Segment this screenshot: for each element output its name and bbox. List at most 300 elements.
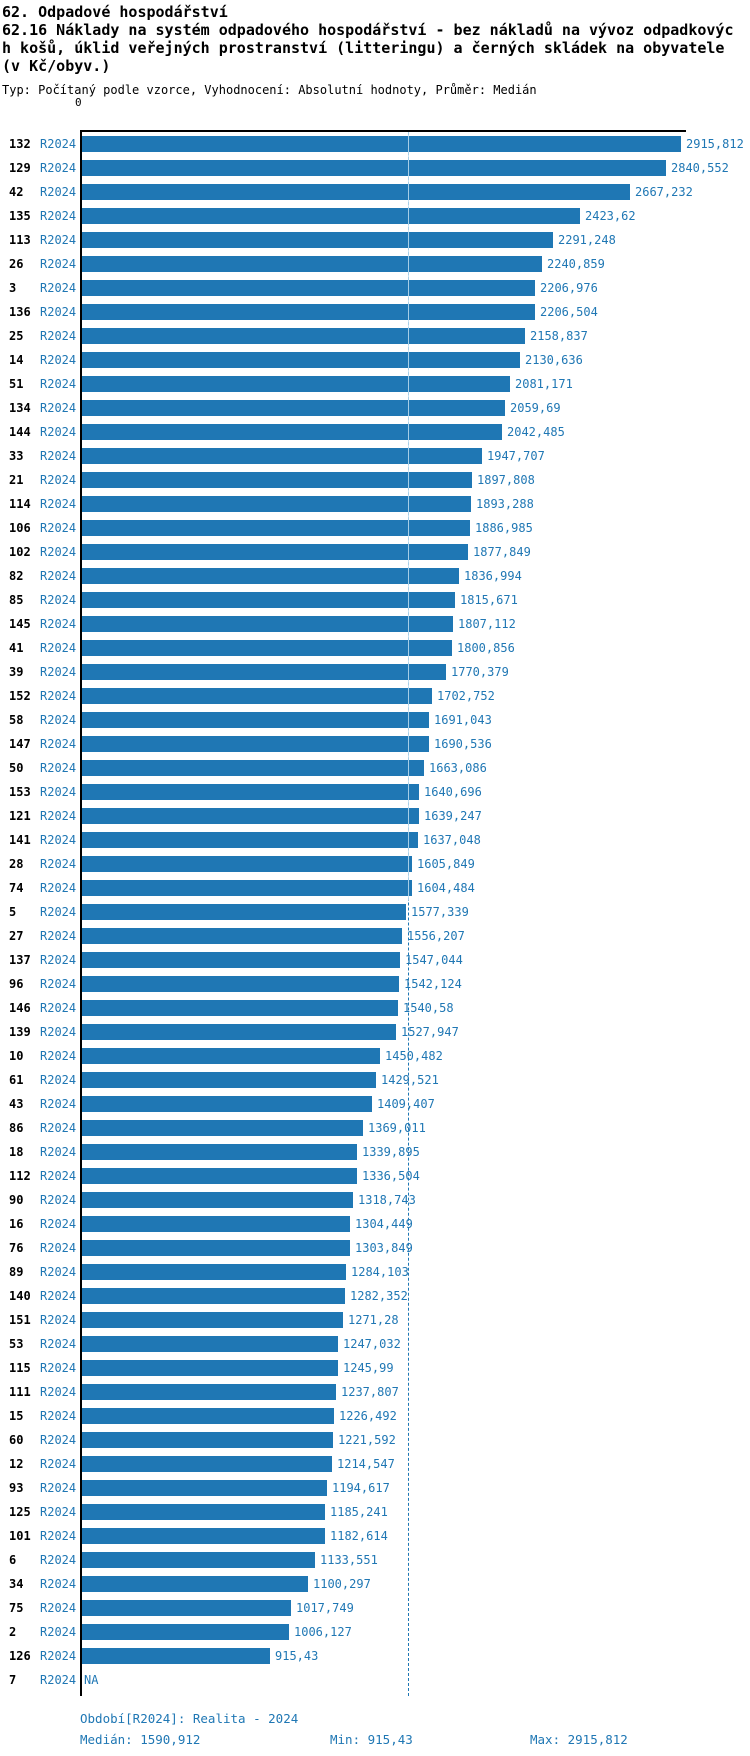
row-period-label: R2024 bbox=[40, 1025, 77, 1039]
bar-value-label: 1893,288 bbox=[476, 497, 534, 511]
bar-value-label: 1185,241 bbox=[330, 1505, 388, 1519]
bar-value-label: 1604,484 bbox=[417, 881, 475, 895]
bar-row bbox=[0, 996, 750, 1020]
bar-row bbox=[0, 1020, 750, 1044]
bar-value-label: 1947,707 bbox=[487, 449, 545, 463]
bar bbox=[82, 592, 455, 608]
bar-row bbox=[0, 1260, 750, 1284]
bar-value-label: 1133,551 bbox=[320, 1553, 378, 1567]
footer-max: Max: 2915,812 bbox=[530, 1732, 628, 1747]
row-period-label: R2024 bbox=[40, 449, 77, 463]
indicator-meta: Typ: Počítaný podle vzorce, Vyhodnocení: Absolutní hodnoty, Průměr: Medián bbox=[2, 83, 537, 97]
bar bbox=[82, 328, 525, 344]
bar-value-label: 1577,339 bbox=[411, 905, 469, 919]
bar bbox=[82, 1120, 363, 1136]
bar-row bbox=[0, 924, 750, 948]
bar-value-label: 1339,895 bbox=[362, 1145, 420, 1159]
row-id-label: 135 bbox=[9, 209, 31, 223]
bar bbox=[82, 520, 470, 536]
row-period-label: R2024 bbox=[40, 1361, 77, 1375]
bar-row bbox=[0, 396, 750, 420]
row-id-label: 153 bbox=[9, 785, 31, 799]
bar-value-label: 1800,856 bbox=[457, 641, 515, 655]
bar-value-label: 1690,536 bbox=[434, 737, 492, 751]
bar bbox=[82, 544, 468, 560]
row-period-label: R2024 bbox=[40, 953, 77, 967]
row-id-label: 10 bbox=[9, 1049, 24, 1063]
row-id-label: 18 bbox=[9, 1145, 24, 1159]
bar bbox=[82, 1528, 325, 1544]
bar-row bbox=[0, 564, 750, 588]
bar-value-label: 1226,492 bbox=[339, 1409, 397, 1423]
bar-row bbox=[0, 300, 750, 324]
bar bbox=[82, 1336, 338, 1352]
row-period-label: R2024 bbox=[40, 1241, 77, 1255]
bar-row bbox=[0, 180, 750, 204]
bar bbox=[82, 304, 535, 320]
bar-row bbox=[0, 972, 750, 996]
bar bbox=[82, 1504, 325, 1520]
row-id-label: 102 bbox=[9, 545, 31, 559]
bar-value-label: 1450,482 bbox=[385, 1049, 443, 1063]
bar bbox=[82, 448, 482, 464]
bar bbox=[82, 784, 419, 800]
bar-row bbox=[0, 1356, 750, 1380]
row-id-label: 6 bbox=[9, 1553, 17, 1567]
x-axis-zero-tick: 0 bbox=[75, 96, 82, 109]
row-period-label: R2024 bbox=[40, 1073, 77, 1087]
row-period-label: R2024 bbox=[40, 161, 77, 175]
bar bbox=[82, 400, 505, 416]
bar bbox=[82, 1552, 315, 1568]
row-period-label: R2024 bbox=[40, 1337, 77, 1351]
row-period-label: R2024 bbox=[40, 617, 77, 631]
row-period-label: R2024 bbox=[40, 281, 77, 295]
bar-row bbox=[0, 1068, 750, 1092]
row-period-label: R2024 bbox=[40, 233, 77, 247]
bar-row bbox=[0, 900, 750, 924]
bar-value-label: 1284,103 bbox=[351, 1265, 409, 1279]
bar bbox=[82, 808, 419, 824]
row-period-label: R2024 bbox=[40, 1289, 77, 1303]
row-period-label: R2024 bbox=[40, 1457, 77, 1471]
bar-value-label: 2840,552 bbox=[671, 161, 729, 175]
row-period-label: R2024 bbox=[40, 1433, 77, 1447]
row-period-label: R2024 bbox=[40, 209, 77, 223]
bar-value-label: 2291,248 bbox=[558, 233, 616, 247]
bar-row bbox=[0, 444, 750, 468]
bar-value-label: 2059,69 bbox=[510, 401, 561, 415]
bar bbox=[82, 496, 471, 512]
bar-value-label: 1245,99 bbox=[343, 1361, 394, 1375]
row-period-label: R2024 bbox=[40, 1313, 77, 1327]
bar bbox=[82, 424, 502, 440]
bar bbox=[82, 1216, 350, 1232]
row-period-label: R2024 bbox=[40, 473, 77, 487]
bar-row bbox=[0, 1548, 750, 1572]
row-period-label: R2024 bbox=[40, 1217, 77, 1231]
bar bbox=[82, 1192, 353, 1208]
report-header bbox=[2, 3, 750, 97]
row-id-label: 43 bbox=[9, 1097, 24, 1111]
bar bbox=[82, 376, 510, 392]
bar-value-label: 1214,547 bbox=[337, 1457, 395, 1471]
bar-row bbox=[0, 708, 750, 732]
bar-value-label: 1877,849 bbox=[473, 545, 531, 559]
row-period-label: R2024 bbox=[40, 1673, 77, 1687]
bar bbox=[82, 688, 432, 704]
row-id-label: 152 bbox=[9, 689, 31, 703]
bar-row bbox=[0, 660, 750, 684]
row-id-label: 21 bbox=[9, 473, 24, 487]
bar-row bbox=[0, 588, 750, 612]
row-id-label: 137 bbox=[9, 953, 31, 967]
bar-row bbox=[0, 1452, 750, 1476]
row-period-label: R2024 bbox=[40, 977, 77, 991]
bar-row bbox=[0, 1188, 750, 1212]
bar-row bbox=[0, 1404, 750, 1428]
row-period-label: R2024 bbox=[40, 809, 77, 823]
row-period-label: R2024 bbox=[40, 1577, 77, 1591]
bar bbox=[82, 1168, 357, 1184]
row-id-label: 134 bbox=[9, 401, 31, 415]
bar-row bbox=[0, 1212, 750, 1236]
page-title: 62. Odpadové hospodářství bbox=[2, 3, 228, 21]
row-id-label: 41 bbox=[9, 641, 24, 655]
row-id-label: 7 bbox=[9, 1673, 17, 1687]
row-period-label: R2024 bbox=[40, 1049, 77, 1063]
bar-value-label: 1182,614 bbox=[330, 1529, 388, 1543]
indicator-subtitle-line-2: h košů, úklid veřejných prostranství (litteringu) a černých skládek na obyvatele bbox=[2, 39, 725, 57]
bar bbox=[82, 1048, 380, 1064]
row-id-label: 25 bbox=[9, 329, 24, 343]
row-id-label: 101 bbox=[9, 1529, 31, 1543]
bar bbox=[82, 856, 412, 872]
bar bbox=[82, 1432, 333, 1448]
row-period-label: R2024 bbox=[40, 425, 77, 439]
row-id-label: 145 bbox=[9, 617, 31, 631]
bar-row bbox=[0, 1596, 750, 1620]
bar-value-label: 1336,504 bbox=[362, 1169, 420, 1183]
row-id-label: 26 bbox=[9, 257, 24, 271]
row-id-label: 89 bbox=[9, 1265, 24, 1279]
row-id-label: 28 bbox=[9, 857, 24, 871]
row-period-label: R2024 bbox=[40, 1193, 77, 1207]
bar-value-label: 2667,232 bbox=[635, 185, 693, 199]
bar-value-label: 1304,449 bbox=[355, 1217, 413, 1231]
row-id-label: 58 bbox=[9, 713, 24, 727]
bar bbox=[82, 616, 453, 632]
indicator-subtitle-line-3: (v Kč/obyv.) bbox=[2, 57, 111, 75]
bar-row bbox=[0, 372, 750, 396]
bar-row bbox=[0, 1332, 750, 1356]
row-id-label: 39 bbox=[9, 665, 24, 679]
bar bbox=[82, 1000, 398, 1016]
row-id-label: 33 bbox=[9, 449, 24, 463]
bar-value-label: 1640,696 bbox=[424, 785, 482, 799]
bar-value-label: NA bbox=[84, 1673, 99, 1687]
row-period-label: R2024 bbox=[40, 305, 77, 319]
bar-row bbox=[0, 468, 750, 492]
row-period-label: R2024 bbox=[40, 353, 77, 367]
row-id-label: 75 bbox=[9, 1601, 24, 1615]
bar-row bbox=[0, 1140, 750, 1164]
row-period-label: R2024 bbox=[40, 833, 77, 847]
row-id-label: 126 bbox=[9, 1649, 31, 1663]
bar-value-label: 1303,849 bbox=[355, 1241, 413, 1255]
bar bbox=[82, 1624, 289, 1640]
row-id-label: 82 bbox=[9, 569, 24, 583]
bar-row bbox=[0, 132, 750, 156]
row-id-label: 114 bbox=[9, 497, 31, 511]
bar-value-label: 1369,011 bbox=[368, 1121, 426, 1135]
bar-value-label: 1194,617 bbox=[332, 1481, 390, 1495]
bar-value-label: 1836,994 bbox=[464, 569, 522, 583]
bar bbox=[82, 976, 399, 992]
bar-value-label: 1282,352 bbox=[350, 1289, 408, 1303]
bar-value-label: 1527,947 bbox=[401, 1025, 459, 1039]
bar-row bbox=[0, 1572, 750, 1596]
bar-row bbox=[0, 1476, 750, 1500]
row-id-label: 85 bbox=[9, 593, 24, 607]
bar-value-label: 2158,837 bbox=[530, 329, 588, 343]
bar-value-label: 1770,379 bbox=[451, 665, 509, 679]
bar-value-label: 1247,032 bbox=[343, 1337, 401, 1351]
row-id-label: 3 bbox=[9, 281, 17, 295]
bar-row bbox=[0, 1428, 750, 1452]
bar-value-label: 1605,849 bbox=[417, 857, 475, 871]
bar bbox=[82, 1360, 338, 1376]
row-id-label: 2 bbox=[9, 1625, 17, 1639]
bar-value-label: 1663,086 bbox=[429, 761, 487, 775]
bar-value-label: 1897,808 bbox=[477, 473, 535, 487]
row-period-label: R2024 bbox=[40, 257, 77, 271]
bar bbox=[82, 880, 412, 896]
row-id-label: 129 bbox=[9, 161, 31, 175]
bar-value-label: 2130,636 bbox=[525, 353, 583, 367]
bar-row bbox=[0, 492, 750, 516]
row-period-label: R2024 bbox=[40, 185, 77, 199]
bar bbox=[82, 952, 400, 968]
bar-row bbox=[0, 1284, 750, 1308]
bar-row bbox=[0, 876, 750, 900]
bar-value-label: 1221,592 bbox=[338, 1433, 396, 1447]
bar-row bbox=[0, 1308, 750, 1332]
footer-median: Medián: 1590,912 bbox=[80, 1732, 201, 1747]
bar-row bbox=[0, 204, 750, 228]
x-axis-line bbox=[80, 130, 686, 132]
bar bbox=[82, 1576, 308, 1592]
row-period-label: R2024 bbox=[40, 569, 77, 583]
bar-value-label: 2081,171 bbox=[515, 377, 573, 391]
row-period-label: R2024 bbox=[40, 1097, 77, 1111]
bar bbox=[82, 1144, 357, 1160]
row-period-label: R2024 bbox=[40, 1145, 77, 1159]
bar-value-label: 1409,407 bbox=[377, 1097, 435, 1111]
bar-value-label: 1815,671 bbox=[460, 593, 518, 607]
bar-value-label: 1886,985 bbox=[475, 521, 533, 535]
bar-row bbox=[0, 1524, 750, 1548]
bar bbox=[82, 736, 429, 752]
row-period-label: R2024 bbox=[40, 713, 77, 727]
bar bbox=[82, 760, 424, 776]
row-id-label: 132 bbox=[9, 137, 31, 151]
bar-value-label: 1542,124 bbox=[404, 977, 462, 991]
bar bbox=[82, 1240, 350, 1256]
row-id-label: 15 bbox=[9, 1409, 24, 1423]
row-id-label: 50 bbox=[9, 761, 24, 775]
bar-row bbox=[0, 516, 750, 540]
bar bbox=[82, 232, 553, 248]
bar bbox=[82, 160, 666, 176]
bar-row bbox=[0, 1620, 750, 1644]
bar bbox=[82, 1312, 343, 1328]
bar-value-label: 1100,297 bbox=[313, 1577, 371, 1591]
bar-value-label: 2206,504 bbox=[540, 305, 598, 319]
bar-row bbox=[0, 348, 750, 372]
bar-row bbox=[0, 540, 750, 564]
bar bbox=[82, 928, 402, 944]
bar-row bbox=[0, 276, 750, 300]
row-period-label: R2024 bbox=[40, 1553, 77, 1567]
bar-row bbox=[0, 948, 750, 972]
row-period-label: R2024 bbox=[40, 1601, 77, 1615]
bar bbox=[82, 256, 542, 272]
row-id-label: 147 bbox=[9, 737, 31, 751]
row-id-label: 144 bbox=[9, 425, 31, 439]
row-period-label: R2024 bbox=[40, 545, 77, 559]
row-id-label: 121 bbox=[9, 809, 31, 823]
bar-row bbox=[0, 252, 750, 276]
row-id-label: 53 bbox=[9, 1337, 24, 1351]
bar-row bbox=[0, 732, 750, 756]
bar-value-label: 1271,28 bbox=[348, 1313, 399, 1327]
bar-value-label: 1556,207 bbox=[407, 929, 465, 943]
bar-row bbox=[0, 1044, 750, 1068]
row-period-label: R2024 bbox=[40, 329, 77, 343]
bar-value-label: 1429,521 bbox=[381, 1073, 439, 1087]
bar-row bbox=[0, 1092, 750, 1116]
row-id-label: 16 bbox=[9, 1217, 24, 1231]
row-period-label: R2024 bbox=[40, 641, 77, 655]
row-period-label: R2024 bbox=[40, 929, 77, 943]
bar bbox=[82, 1096, 372, 1112]
row-period-label: R2024 bbox=[40, 1481, 77, 1495]
row-id-label: 5 bbox=[9, 905, 17, 919]
row-id-label: 34 bbox=[9, 1577, 24, 1591]
row-id-label: 12 bbox=[9, 1457, 24, 1471]
bar-value-label: 1547,044 bbox=[405, 953, 463, 967]
bar-value-label: 2423,62 bbox=[585, 209, 636, 223]
row-id-label: 141 bbox=[9, 833, 31, 847]
row-period-label: R2024 bbox=[40, 1409, 77, 1423]
footer-min: Min: 915,43 bbox=[330, 1732, 413, 1747]
row-period-label: R2024 bbox=[40, 905, 77, 919]
row-id-label: 90 bbox=[9, 1193, 24, 1207]
bar-row bbox=[0, 1380, 750, 1404]
bar-value-label: 2240,859 bbox=[547, 257, 605, 271]
bar-row bbox=[0, 1164, 750, 1188]
bar bbox=[82, 280, 535, 296]
bar bbox=[82, 568, 459, 584]
row-period-label: R2024 bbox=[40, 401, 77, 415]
row-period-label: R2024 bbox=[40, 761, 77, 775]
row-period-label: R2024 bbox=[40, 497, 77, 511]
bar bbox=[82, 1480, 327, 1496]
bar-value-label: 1639,247 bbox=[424, 809, 482, 823]
row-period-label: R2024 bbox=[40, 737, 77, 751]
bar bbox=[82, 1384, 336, 1400]
bar bbox=[82, 640, 452, 656]
bar bbox=[82, 472, 472, 488]
bar-row bbox=[0, 1116, 750, 1140]
row-period-label: R2024 bbox=[40, 137, 77, 151]
row-period-label: R2024 bbox=[40, 1001, 77, 1015]
row-id-label: 125 bbox=[9, 1505, 31, 1519]
row-period-label: R2024 bbox=[40, 857, 77, 871]
row-id-label: 60 bbox=[9, 1433, 24, 1447]
row-id-label: 113 bbox=[9, 233, 31, 247]
bar-value-label: 1637,048 bbox=[423, 833, 481, 847]
bar bbox=[82, 664, 446, 680]
row-id-label: 61 bbox=[9, 1073, 24, 1087]
row-id-label: 93 bbox=[9, 1481, 24, 1495]
bar-value-label: 2042,485 bbox=[507, 425, 565, 439]
bar-value-label: 1702,752 bbox=[437, 689, 495, 703]
bar bbox=[82, 136, 681, 152]
row-id-label: 111 bbox=[9, 1385, 31, 1399]
footer-period: Období[R2024]: Realita - 2024 bbox=[80, 1711, 299, 1726]
row-period-label: R2024 bbox=[40, 1625, 77, 1639]
row-period-label: R2024 bbox=[40, 1385, 77, 1399]
bar-row bbox=[0, 684, 750, 708]
bar-row bbox=[0, 804, 750, 828]
bar-value-label: 2915,812 bbox=[686, 137, 744, 151]
bar-rows bbox=[0, 132, 750, 1692]
bar-value-label: 1318,743 bbox=[358, 1193, 416, 1207]
bar-row bbox=[0, 1500, 750, 1524]
bar-row bbox=[0, 156, 750, 180]
row-period-label: R2024 bbox=[40, 1265, 77, 1279]
bar-row bbox=[0, 636, 750, 660]
bar-row bbox=[0, 228, 750, 252]
row-id-label: 74 bbox=[9, 881, 24, 895]
bar-value-label: 1691,043 bbox=[434, 713, 492, 727]
bar-row bbox=[0, 420, 750, 444]
row-id-label: 140 bbox=[9, 1289, 31, 1303]
bar-value-label: 1807,112 bbox=[458, 617, 516, 631]
bar bbox=[82, 712, 429, 728]
row-period-label: R2024 bbox=[40, 665, 77, 679]
bar-value-label: 1237,807 bbox=[341, 1385, 399, 1399]
row-period-label: R2024 bbox=[40, 1169, 77, 1183]
median-reference-line-overlay bbox=[408, 132, 409, 900]
bar bbox=[82, 1408, 334, 1424]
row-id-label: 14 bbox=[9, 353, 24, 367]
bar-row bbox=[0, 1236, 750, 1260]
row-period-label: R2024 bbox=[40, 1505, 77, 1519]
row-id-label: 96 bbox=[9, 977, 24, 991]
bar bbox=[82, 1600, 291, 1616]
bar-row bbox=[0, 780, 750, 804]
bar-value-label: 2206,976 bbox=[540, 281, 598, 295]
bar-value-label: 1006,127 bbox=[294, 1625, 352, 1639]
row-period-label: R2024 bbox=[40, 1529, 77, 1543]
row-period-label: R2024 bbox=[40, 521, 77, 535]
bar bbox=[82, 1072, 376, 1088]
bar-value-label: 1017,749 bbox=[296, 1601, 354, 1615]
row-id-label: 112 bbox=[9, 1169, 31, 1183]
